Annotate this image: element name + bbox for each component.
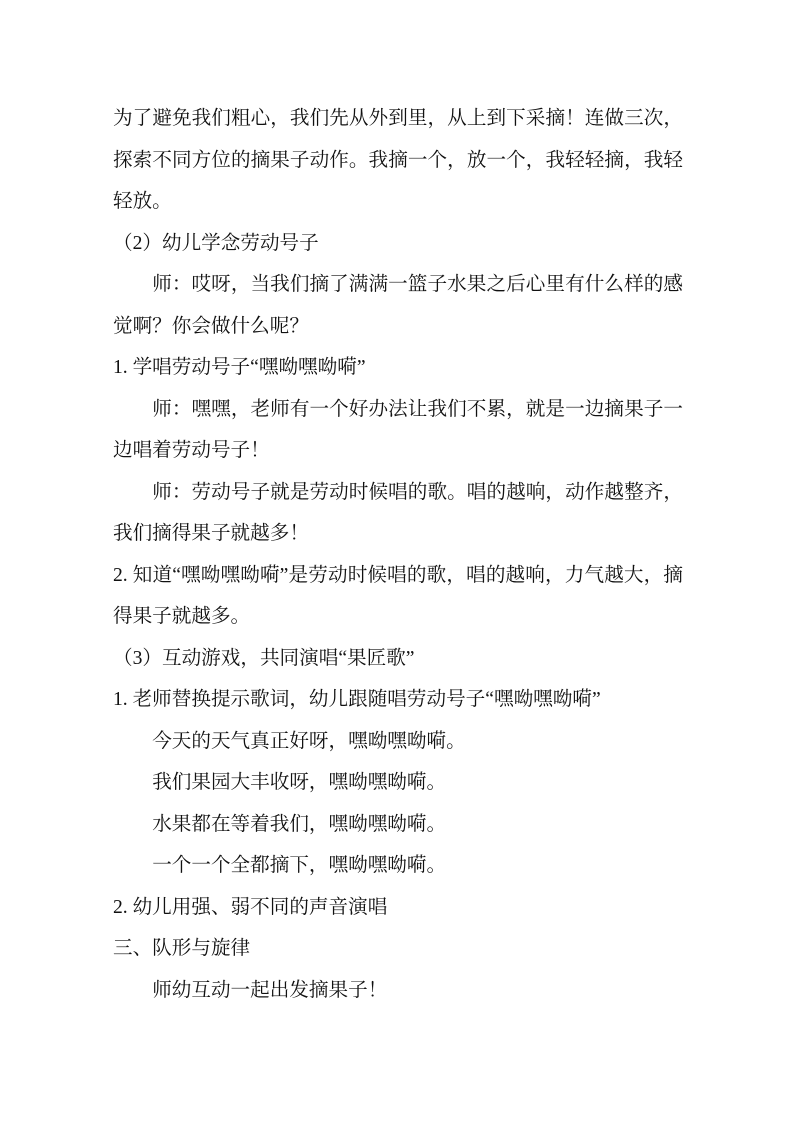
song-lyric-line: 一个一个全都摘下，嘿呦嘿呦嗬。 <box>152 855 447 876</box>
section-heading-3: 三、队形与旋律 <box>113 938 251 959</box>
teacher-dialogue: 师：嘿嘿，老师有一个好办法让我们不累，就是一边摘果子一边唱着劳动号子！ <box>113 398 683 461</box>
teacher-dialogue: 师：哎呀，当我们摘了满满一篮子水果之后心里有什么样的感觉啊？你会做什么呢？ <box>113 274 683 337</box>
subheading-activity-3: （3）互动游戏，共同演唱“果匠歌” <box>113 647 415 669</box>
song-lyric-line: 水果都在等着我们，嘿呦嘿呦嗬。 <box>152 813 447 835</box>
teacher-dialogue: 师：劳动号子就是劳动时候唱的歌。唱的越响，动作越整齐，我们摘得果子就越多！ <box>113 481 683 544</box>
teacher-child-interaction: 师幼互动一起出发摘果子！ <box>152 979 388 1001</box>
numbered-point-1: 1. 老师替换提示歌词，幼儿跟随唱劳动号子“嘿呦嘿呦嗬” <box>113 689 601 710</box>
song-lyric-line: 我们果园大丰收呀，嘿呦嘿呦嗬。 <box>152 772 447 793</box>
numbered-point-2: 2. 幼儿用强、弱不同的声音演唱 <box>113 896 388 918</box>
song-lyric-line: 今天的天气真正好呀，嘿呦嘿呦嗬。 <box>152 730 466 752</box>
paragraph-body-continuation: 为了避免我们粗心，我们先从外到里，从上到下采摘！连做三次，探索不同方位的摘果子动作。我摘一个，放一个，我轻轻摘，我轻轻放。 <box>113 108 683 212</box>
subheading-activity-2: （2）幼儿学念劳动号子 <box>113 232 319 254</box>
document-body <box>113 98 683 1011</box>
numbered-point-1: 1. 学唱劳动号子“嘿呦嘿呦嗬” <box>113 357 366 378</box>
numbered-point-2: 2. 知道“嘿呦嘿呦嗬”是劳动时候唱的歌，唱的越响，力气越大，摘得果子就越多。 <box>113 564 683 627</box>
